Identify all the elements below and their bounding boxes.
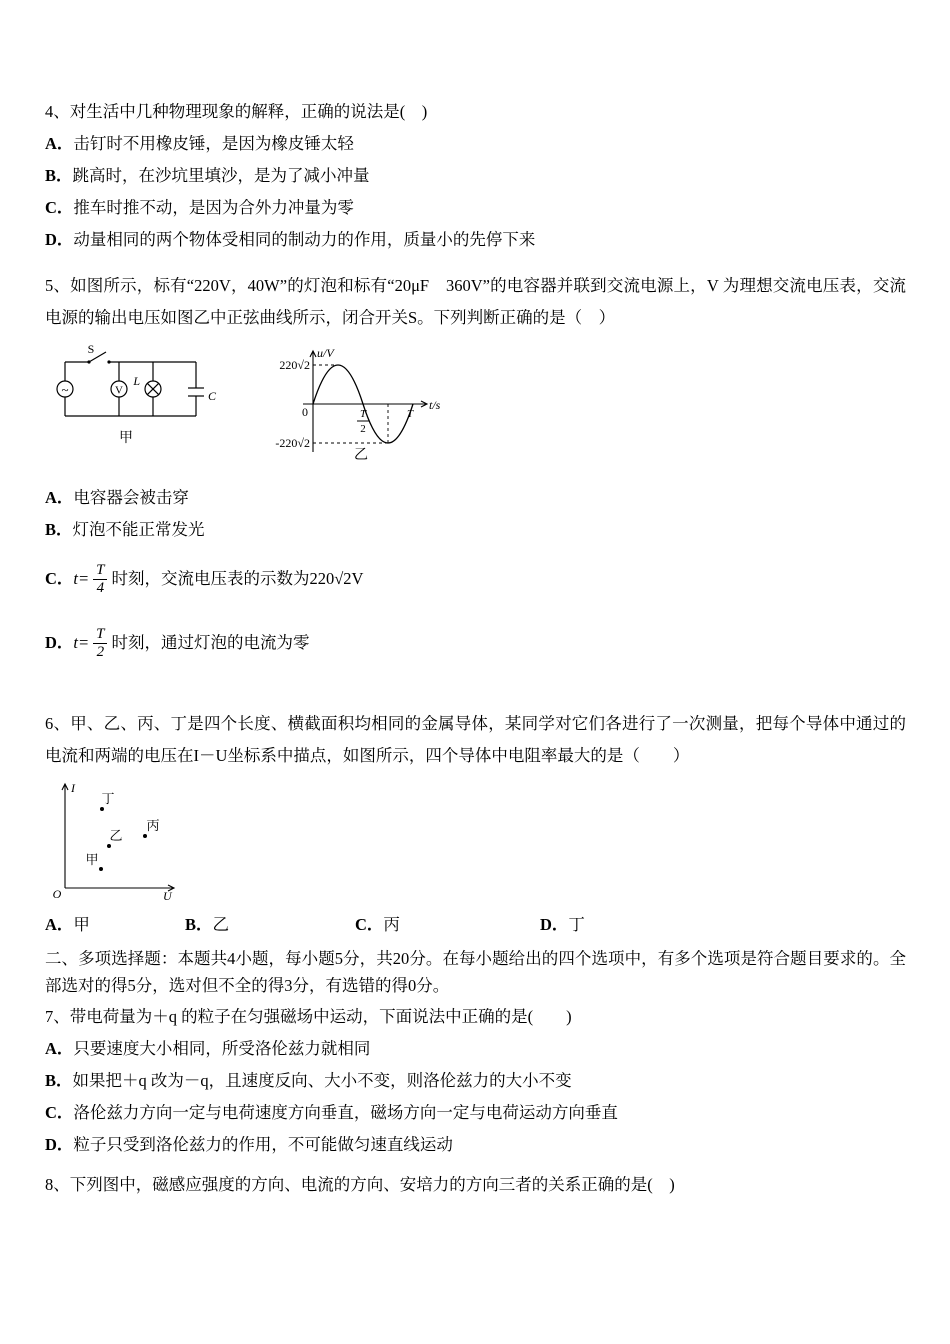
question-5-stem: 5、如图所示，标有“220V，40W”的灯泡和标有“20μF 360V”的电容器并联到交流电源上，V 为理想交流电压表，交流电源的输出电压如图乙中正弦曲线所示，闭合开关S。下列判断正确的是（ ） [45,276,906,327]
question-8 [45,1169,906,1201]
fraction-denominator: 4 [96,580,105,596]
radical-value: √2 [334,569,352,589]
fraction-denominator: 2 [96,644,105,660]
option-variable: t= [73,633,90,653]
question-6-option-b [185,909,355,941]
fraction-numerator: T [359,408,367,420]
question-5-option-d [45,614,906,672]
option-variable: t= [73,569,90,589]
peak-value: 220√2 [279,358,310,372]
option-text: 动量相同的两个物体受相同的制动力的作用，质量小的先停下来 [73,230,536,249]
option-text: 甲 [73,915,90,934]
option-label: D． [45,1135,74,1154]
option-label: D． [45,633,74,653]
option-text: 乙 [212,915,230,934]
option-text: 灯泡不能正常发光 [72,520,205,539]
option-label: A． [45,488,74,507]
option-text: 时刻，通过灯泡的电流为零 [111,633,310,653]
graph-axes [303,351,427,452]
question-6-stem: 6、甲、乙、丙、丁是四个长度、横截面积均相同的金属导体，某同学对它们各进行了一次测量，把每个导体中通过的电流和两端的电压在I－U坐标系中描点，如图所示，四个导体中电阻率最大的是（ ） [45,714,906,765]
question-6-option-c [355,909,540,941]
question-6-option-d [540,909,585,941]
option-label: B． [185,915,213,934]
circuit-caption: 甲 [119,431,133,446]
unit-text: V [351,569,364,589]
point-label-jia: 甲 [85,852,99,867]
point-label-yi: 乙 [109,828,123,843]
question-5-option-a [45,482,906,514]
iu-scatter-plot [47,776,182,901]
question-7-option-b [45,1065,906,1097]
option-text: 粒子只受到洛伦兹力的作用，不可能做匀速直线运动 [73,1135,453,1154]
option-label: C． [355,915,384,934]
section-2-heading: 二、多项选择题：本题共4小题，每小题5分，共20分。在每小题给出的四个选项中，有多个选项是符合题目要求的。全部选对的得5分，选对但不全的得3分，有选错的得0分。 [45,949,906,995]
option-label: A． [45,134,74,153]
option-text: 时刻，交流电压表的示数为220 [111,569,335,589]
option-text: 击钉时不用橡皮锤，是因为橡皮锤太轻 [73,134,354,153]
question-4-option-c [45,192,906,224]
question-4-option-b [45,160,906,192]
question-4 [45,96,906,256]
y-axis-label: u/V [317,346,334,360]
point-label-bing: 丙 [146,818,160,833]
option-text: 推车时推不动，是因为合外力冲量为零 [73,198,354,217]
y-axis-label: I [71,781,75,795]
fraction-denominator: 2 [360,423,366,435]
question-6-figure [47,776,906,901]
option-text: 丁 [568,915,585,934]
question-7-option-a [45,1033,906,1065]
option-label: C． [45,198,74,217]
option-label: D． [45,230,74,249]
question-6-option-a [45,909,185,941]
fraction-t-over-2 [93,626,107,661]
option-label: A． [45,1039,74,1058]
option-label: B． [45,166,73,185]
option-label: B． [45,520,73,539]
x-axis-label: U [163,889,172,901]
voltmeter-label: V [115,384,123,397]
fraction-t-over-4 [93,562,107,597]
point-label-ding: 丁 [101,791,115,806]
fraction-numerator: T [93,562,107,581]
option-text: 电容器会被击穿 [73,488,189,507]
question-4-stem: 4、对生活中几种物理现象的解释，正确的说法是( ) [45,102,428,121]
option-text: 如果把＋q 改为－q，且速度反向、大小不变，则洛伦兹力的大小不变 [72,1071,572,1090]
fraction-numerator: T [93,626,107,645]
half-period-fraction [357,408,369,435]
option-label: D． [540,915,569,934]
origin-value: 0 [302,405,308,419]
graph-caption: 乙 [354,448,368,462]
option-text: 跳高时，在沙坑里填沙，是为了减小冲量 [72,166,370,185]
x-axis-label: t/s [429,398,441,412]
question-6 [45,708,906,941]
question-5-option-b [45,514,906,546]
lamp-label: L [133,374,140,388]
period-label: T [406,408,414,420]
voltage-graph [255,344,447,462]
question-7 [45,1001,906,1161]
circuit-wires [57,352,204,416]
option-label: B． [45,1071,73,1090]
switch-label: S [87,344,95,356]
question-5-figure [51,344,906,462]
option-label: A． [45,915,74,934]
question-5-option-c [45,550,906,608]
question-7-option-d [45,1129,906,1161]
question-8-stem: 8、下列图中，磁感应强度的方向、电流的方向、安培力的方向三者的关系正确的是( ) [45,1175,675,1194]
option-label: C． [45,1103,74,1122]
option-text: 只要速度大小相同，所受洛伦兹力就相同 [73,1039,371,1058]
capacitor-label: C [208,389,217,403]
option-label: C． [45,569,74,589]
question-7-option-c [45,1097,906,1129]
question-6-options [45,909,906,941]
question-5 [45,270,906,672]
question-4-option-d [45,224,906,256]
origin-label: O [52,887,62,901]
circuit-diagram [51,344,221,449]
option-text: 丙 [383,915,400,934]
trough-value: -220√2 [275,436,310,450]
question-4-option-a [45,128,906,160]
ac-source-icon: ~ [61,382,69,397]
question-7-stem: 7、带电荷量为＋q 的粒子在匀强磁场中运动，下面说法中正确的是( ) [45,1007,572,1026]
option-text: 洛伦兹力方向一定与电荷速度方向垂直，磁场方向一定与电荷运动方向垂直 [73,1103,618,1122]
data-points [99,807,147,871]
